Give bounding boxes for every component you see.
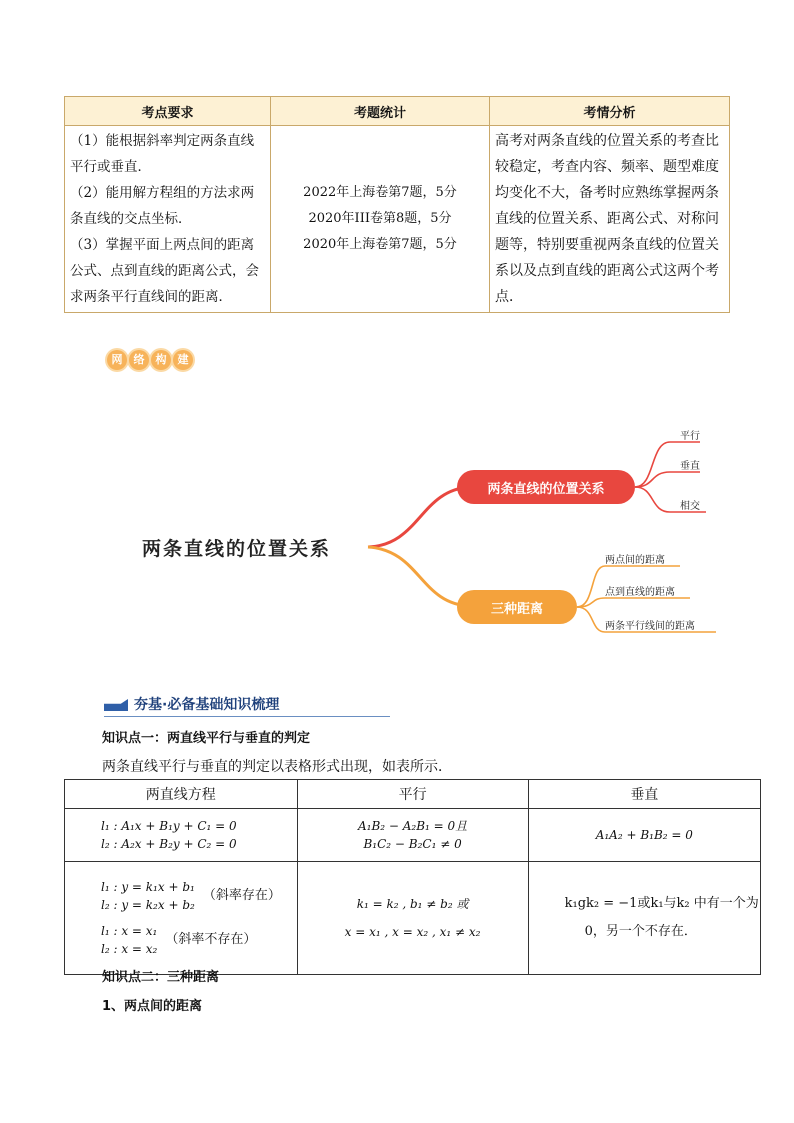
network-badge [103, 348, 197, 372]
section-heading-text: 夯基·必备基础知识梳理 [134, 697, 280, 713]
stat-1: 2022年上海卷第7题，5分 [303, 185, 457, 200]
row2-equations [65, 862, 298, 975]
row1-par1: A₁B₂ − A₂B₁ = 0且 [357, 819, 468, 833]
row2-eq1: l₁ : y = k₁x + b₁ [101, 880, 195, 894]
section-heading [104, 694, 390, 717]
header-parallel: 平行 [297, 780, 528, 809]
stat-3: 2020年上海卷第7题，5分 [303, 237, 457, 252]
badge-char: 建 [173, 350, 193, 370]
child-perpendicular: 垂直 [680, 461, 700, 472]
row2-note1: （斜率存在） [202, 888, 281, 903]
child-intersect: 相交 [680, 501, 700, 512]
exam-table [64, 96, 730, 313]
mindmap-root: 两条直线的位置关系 [142, 538, 332, 560]
requirements-cell [65, 126, 271, 313]
branch1-label: 两条直线的位置关系 [487, 482, 605, 497]
row1-eq1: l₁ : A₁x + B₁y + C₁ = 0 [101, 819, 237, 833]
section-bar [104, 699, 128, 711]
row2-perp2: 0，另一个不存在． [584, 924, 697, 939]
requirement-2: （2）能用解方程组的方法求两条直线的交点坐标． [70, 185, 255, 227]
row2-par2: x = x₁ , x = x₂ , x₁ ≠ x₂ [344, 925, 481, 939]
child-parallel-lines: 两条平行线间的距离 [605, 621, 695, 632]
row1-perp: A₁A₂ + B₁B₂ = 0 [595, 828, 693, 842]
row2-perp1: k₁gk₂ = −1或k₁与k₂ 中有一个为 [564, 896, 759, 911]
branch1-curve [368, 487, 470, 547]
header-stats: 考题统计 [271, 97, 490, 126]
kp2-title: 知识点二：三种距离 [102, 970, 220, 985]
row2-note2: （斜率不存在） [165, 932, 257, 947]
header-analysis: 考情分析 [490, 97, 730, 126]
child-two-points: 两点间的距离 [605, 555, 665, 566]
header-requirements: 考点要求 [65, 97, 271, 126]
child-parallel: 平行 [680, 431, 700, 442]
condition-table [64, 779, 761, 975]
row2-par1: k₁ = k₂ , b₁ ≠ b₂ 或 [356, 897, 469, 911]
row2-eq3: l₁ : x = x₁ [101, 924, 158, 938]
header-perpendicular: 垂直 [528, 780, 760, 809]
row1-parallel [297, 809, 528, 862]
analysis-cell [490, 126, 730, 313]
row1-par2: B₁C₂ − B₂C₁ ≠ 0 [363, 837, 462, 851]
child-point-line: 点到直线的距离 [605, 587, 675, 598]
branch2-label: 三种距离 [490, 602, 544, 617]
intro-text: 两条直线平行与垂直的判定以表格形式出现，如表所示． [102, 759, 452, 775]
mindmap [0, 400, 794, 660]
requirement-3: （3）掌握平面上两点间的距离公式、点到直线的距离公式，会求两条平行直线间的距离． [70, 237, 259, 305]
sub1-title: 1、两点间的距离 [102, 999, 203, 1014]
row2-perpendicular [528, 862, 760, 975]
row1-equations [65, 809, 298, 862]
badge-char: 络 [129, 350, 149, 370]
header-equations: 两直线方程 [65, 780, 298, 809]
kp1-title: 知识点一：两直线平行与垂直的判定 [102, 731, 311, 746]
row2-eq2: l₂ : y = k₂x + b₂ [101, 898, 195, 912]
branch2-curve [368, 547, 470, 606]
analysis-text: 高考对两条直线的位置关系的考查比较稳定，考查内容、频率、题型难度均变化不大，备考时应熟练掌握两条直线的位置关系、距离公式、对称问题等，特别要重视两条直线的位置关系以及点到直线的距离公式这两个考点． [495, 133, 719, 305]
stats-cell [271, 126, 490, 313]
row1-eq2: l₂ : A₂x + B₂y + C₂ = 0 [101, 837, 237, 851]
requirement-1: （1）能根据斜率判定两条直线平行或垂直． [70, 133, 255, 175]
stat-2: 2020年III卷第8题，5分 [308, 211, 452, 226]
badge-char: 网 [107, 350, 127, 370]
row2-parallel [297, 862, 528, 975]
badge-char: 构 [151, 350, 171, 370]
row1-perpendicular [528, 809, 760, 862]
row2-eq4: l₂ : x = x₂ [101, 942, 158, 956]
